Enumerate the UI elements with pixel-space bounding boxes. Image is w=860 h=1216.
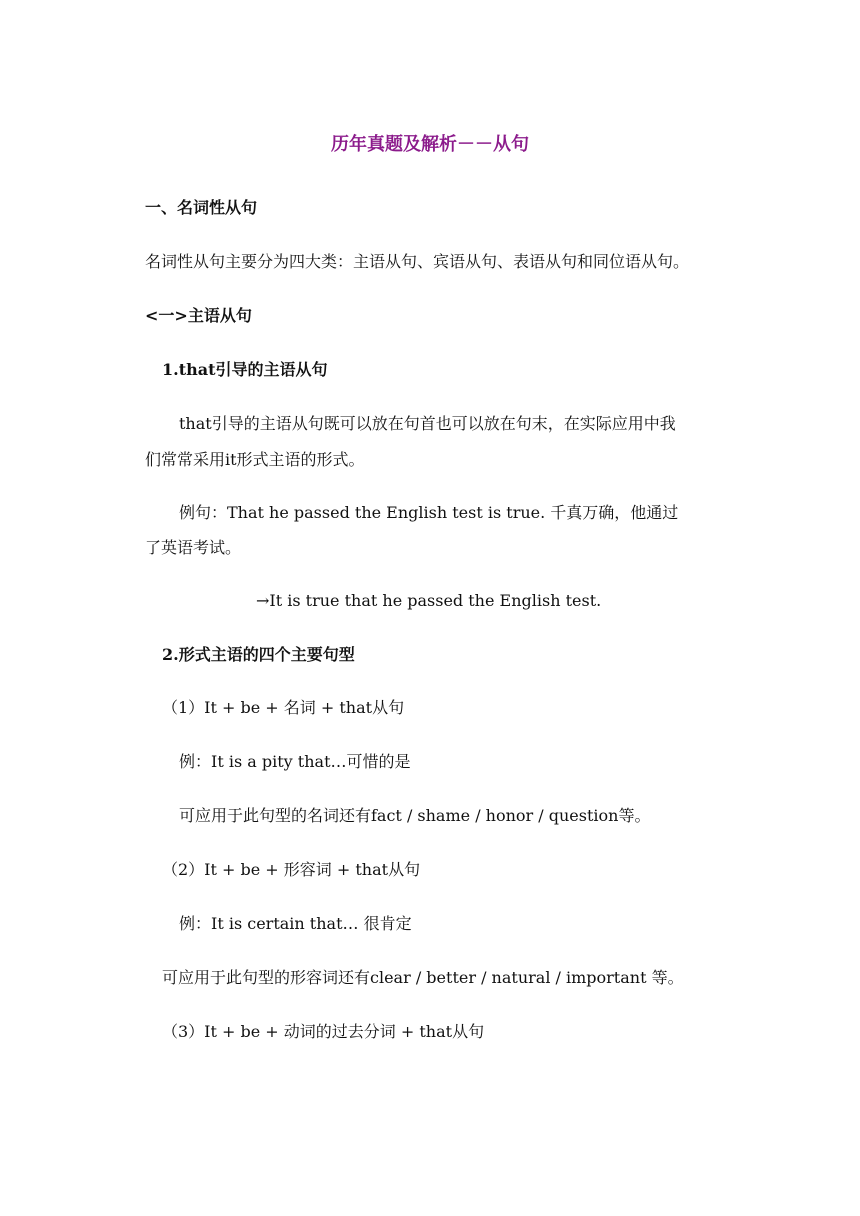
pattern-note: 可应用于此句型的名词还有fact / shame / honor / question等。 — [179, 806, 651, 825]
pattern-heading: （3）It + be + 动词的过去分词 + that从句 — [162, 1022, 485, 1041]
item-heading-four-patterns: 2.形式主语的四个主要句型 — [162, 645, 355, 664]
pattern-note: 可应用于此句型的形容词还有clear / better / natural / important 等。 — [162, 968, 684, 987]
paragraph-line: 们常常采用it形式主语的形式。 — [145, 450, 365, 469]
item-heading-that-clause: 1.that引导的主语从句 — [162, 360, 328, 379]
intro-paragraph: 名词性从句主要分为四大类：主语从句、宾语从句、表语从句和同位语从句。 — [145, 252, 690, 271]
section-heading-noun-clauses: 一、名词性从句 — [145, 198, 258, 217]
subsection-heading-subject-clauses: <一>主语从句 — [145, 306, 252, 325]
document-title: 历年真题及解析－－从句 — [331, 134, 529, 155]
example-line: 了英语考试。 — [145, 538, 242, 557]
pattern-example: 例：It is certain that… 很肯定 — [179, 914, 412, 933]
paragraph-line: that引导的主语从句既可以放在句首也可以放在句末，在实际应用中我 — [179, 414, 676, 433]
pattern-example: 例：It is a pity that…可惜的是 — [179, 752, 411, 771]
example-line: 例句：That he passed the English test is true. 千真万确，他通过 — [179, 503, 679, 522]
pattern-heading: （2）It + be + 形容词 + that从句 — [162, 860, 421, 879]
pattern-heading: （1）It + be + 名词 + that从句 — [162, 698, 405, 717]
example-transformed-sentence: →It is true that he passed the English test. — [256, 591, 602, 610]
